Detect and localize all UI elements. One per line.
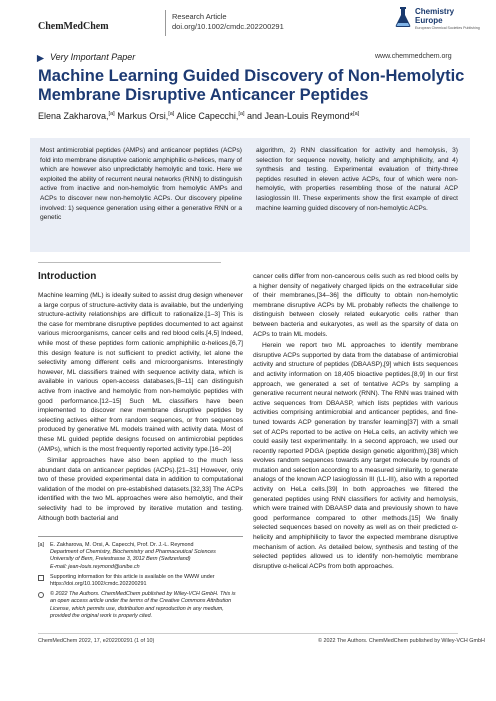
section-rule (38, 262, 221, 263)
play-triangle-icon (36, 54, 45, 63)
supporting-info-icon (38, 575, 44, 581)
abstract-box (30, 138, 470, 252)
flask-icon (395, 6, 411, 28)
footnote-rule (38, 536, 243, 537)
affiliation-mark: [a] (108, 111, 115, 117)
license-footnote (38, 591, 243, 620)
author-list (38, 111, 359, 121)
article-title: Machine Learning Guided Discovery of Non-Hemolytic Membrane Disruptive Anticancer Peptides (38, 67, 465, 104)
section-heading-introduction: Introduction (38, 271, 97, 282)
body-paragraph: Machine learning (ML) is ideally suited to assist drug design whenever a large corpus of structure-activity data is available, but the underlying structure-activity relationships are difficult to rationalize.[1–3] This is the case for membrane disruptive peptides documented to act against various microorganisms, cancer cells and red blood cells.[4,5] Indeed, while most of these peptides form cationic amphiphilic α-helices,[6,7] this design feature is not sufficient to predict activity, let alone the selectivity among different cells and microorganisms. Interestingly however, ML classifiers trained with sequence activity data, which is available in various open-access databases,[8–11] can distinguish active from inactive and hemolytic from non-hemolytic peptides with good performance.[12–15] Such ML classifiers have been implemented to discover new membrane disruptive peptides by selecting actives either from random sequences, or from sequences produced by generative ML models trained with activity data. Most of these ML guided peptide designs focused on antimicrobial peptides (AMPs), which is the most frequently reported activity type.[16–20] (38, 292, 243, 453)
article-type: Research Article (172, 12, 227, 21)
author-name: Elena Zakharova, (38, 111, 109, 121)
author-name: Alice Capecchi, (176, 111, 239, 121)
footnote-address-line: E. Zakharova, M. Orsi, A. Capecchi, Prof. Dr. J.-L. Reymond (50, 542, 194, 548)
body-paragraph: cancer cells differ from non-cancerous cells such as red blood cells by a higher density of negatively charged lipids on the extracellular side of their membranes,[34–36] the difficulty to obtain non-hemolytic membrane disruptive ACPs by ML probably reflects the challenge to distinguish between closely related eukaryotic cells rather than between bacteria and eukaryotes, as well as the sparsity of data on ACPs to train ML models. (253, 273, 458, 338)
body-right-column (253, 272, 458, 571)
supporting-info-text[interactable]: Supporting information for this article is available on the WWW under https://doi.org/10.1002/cmdc.202200291 (50, 573, 215, 588)
footer-copyright: © 2022 The Authors. ChemMedChem published by Wiley-VCH GmbH (318, 638, 485, 644)
footnote-address-line: University of Bern, Freiestrasse 3, 3012 Bern (Switzerland) (50, 556, 191, 563)
author-name: Markus Orsi, (117, 111, 169, 121)
footnotes (38, 542, 243, 623)
abstract-right-column: algorithm, 2) RNN classification for activity and hemolysis, 3) selection for sequence novelty, helicity and amphiphilicity, and 4) synthesis and testing. Experimental evaluation of thirty-three peptides resulted in eleven active ACPs, four of which were non-hemolytic, with properties resembling those of the natural ACP lasioglossin III. These experiments show the first example of direct machine learning guided discovery of non-hemolytic ACPs. (256, 147, 458, 212)
vip-badge: Very Important Paper (50, 52, 136, 62)
open-access-icon (38, 592, 44, 598)
footer-rule (38, 633, 458, 634)
footer-citation: ChemMedChem 2022, 17, e202200291 (1 of 10) (38, 638, 155, 644)
journal-website[interactable]: www.chemmedchem.org (375, 53, 452, 60)
affiliation-mark: [a] (238, 111, 245, 117)
footnote-mark: [a] (38, 542, 44, 548)
supporting-info-footnote (38, 574, 243, 588)
affiliation-footnote (38, 542, 243, 571)
logo-text-chemistry: Chemistry (415, 7, 455, 16)
logo-text-europe: Europe (415, 16, 443, 25)
footnote-address-line: Department of Chemistry, Biochemistry and Pharmaceutical Sciences (50, 549, 216, 556)
logo-text-societies: European Chemical Societies Publishing (415, 26, 480, 30)
header-divider (165, 10, 166, 36)
license-text: © 2022 The Authors. ChemMedChem published by Wiley-VCH GmbH. This is an open access article under the terms of the Creative Commons Attribution License, which permits use, distribution and reproduction in any medium, provided the original work is properly cited. (50, 591, 236, 619)
footnote-email[interactable]: E-mail: jean-louis.reymond@unibe.ch (50, 563, 140, 570)
affiliation-mark: [a] (353, 111, 360, 117)
body-paragraph: Similar approaches have also been applied to the much less abundant data on anticancer peptides (ACPs).[21–31] However, only two of these provided experimental data in addition to computational validation of the model on pre-established datasets.[32,33] The ACPs identified with the two ML approaches were also hemolytic, and their selectivity had to be improved by iterative mutation and testing. Although both bacterial and (38, 457, 243, 522)
journal-name: ChemMedChem (38, 21, 109, 32)
author-name: and Jean-Louis Reymond* (247, 111, 354, 121)
doi-link[interactable]: doi.org/10.1002/cmdc.202200291 (172, 22, 284, 31)
body-left-column (38, 291, 243, 523)
body-paragraph: Herein we report two ML approaches to identify membrane disruptive ACPs supported by data from the database of antimicrobial activity and structure of peptides (DBAASP),[9] which lists sequences and activity information on 18,405 bioactive peptides.[8,9] In our first approach, we generated a set of tentative ACPs by sampling a generative recurrent neural network (RNN). The RNN was trained with active sequences from DBAASP, which lists peptides with various activities comprising antimicrobial and anticancer peptides, and fine-tuned towards ACP generation by transfer learning[37] with a small set of ACPs reported to be active on HeLa cells, an activity which we could easily test experimentally. In a second approach, we used our recently reported PDGA (peptide design genetic algorithm),[38] which evolves random sequences towards any target molecule by rounds of mutation and selection according to a measured similarity, to generate analogs of the known ACP lasioglossin III (LL-III), also with a reported activity on HeLa cells.[39] In both approaches we filtered the generated peptides using RNN classifiers for activity and hemolysis, which were trained with DBAASP data and previously shown to have good performance compared to other methods.[15] We finally selected sequences based on novelty as well as on their predicted α-helicity and amphiphilicity to favor the expected membrane disruptive mechanism of action. As detailed below, synthesis and testing of the selected peptides allowed us to identify non-hemolytic membrane disruptive α-helical ACPs from both approaches. (253, 342, 458, 570)
affiliation-mark: [a] (168, 111, 175, 117)
page-header (0, 0, 496, 44)
chemistry-europe-logo (395, 4, 485, 38)
abstract-left-column: Most antimicrobial peptides (AMPs) and anticancer peptides (ACPs) fold into membrane disruptive cationic amphiphilic α-helices, many of which are however also unpredictably hemolytic and toxic. Here we exploited the ability of recurrent neural networks (RNN) to distinguish active from inactive and non-hemolytic from hemolytic AMPs and ACPs to discover new non-hemolytic ACPs. Our discovery pipeline involved: 1) sequence generation using either a generative RNN or a genetic (40, 147, 242, 222)
